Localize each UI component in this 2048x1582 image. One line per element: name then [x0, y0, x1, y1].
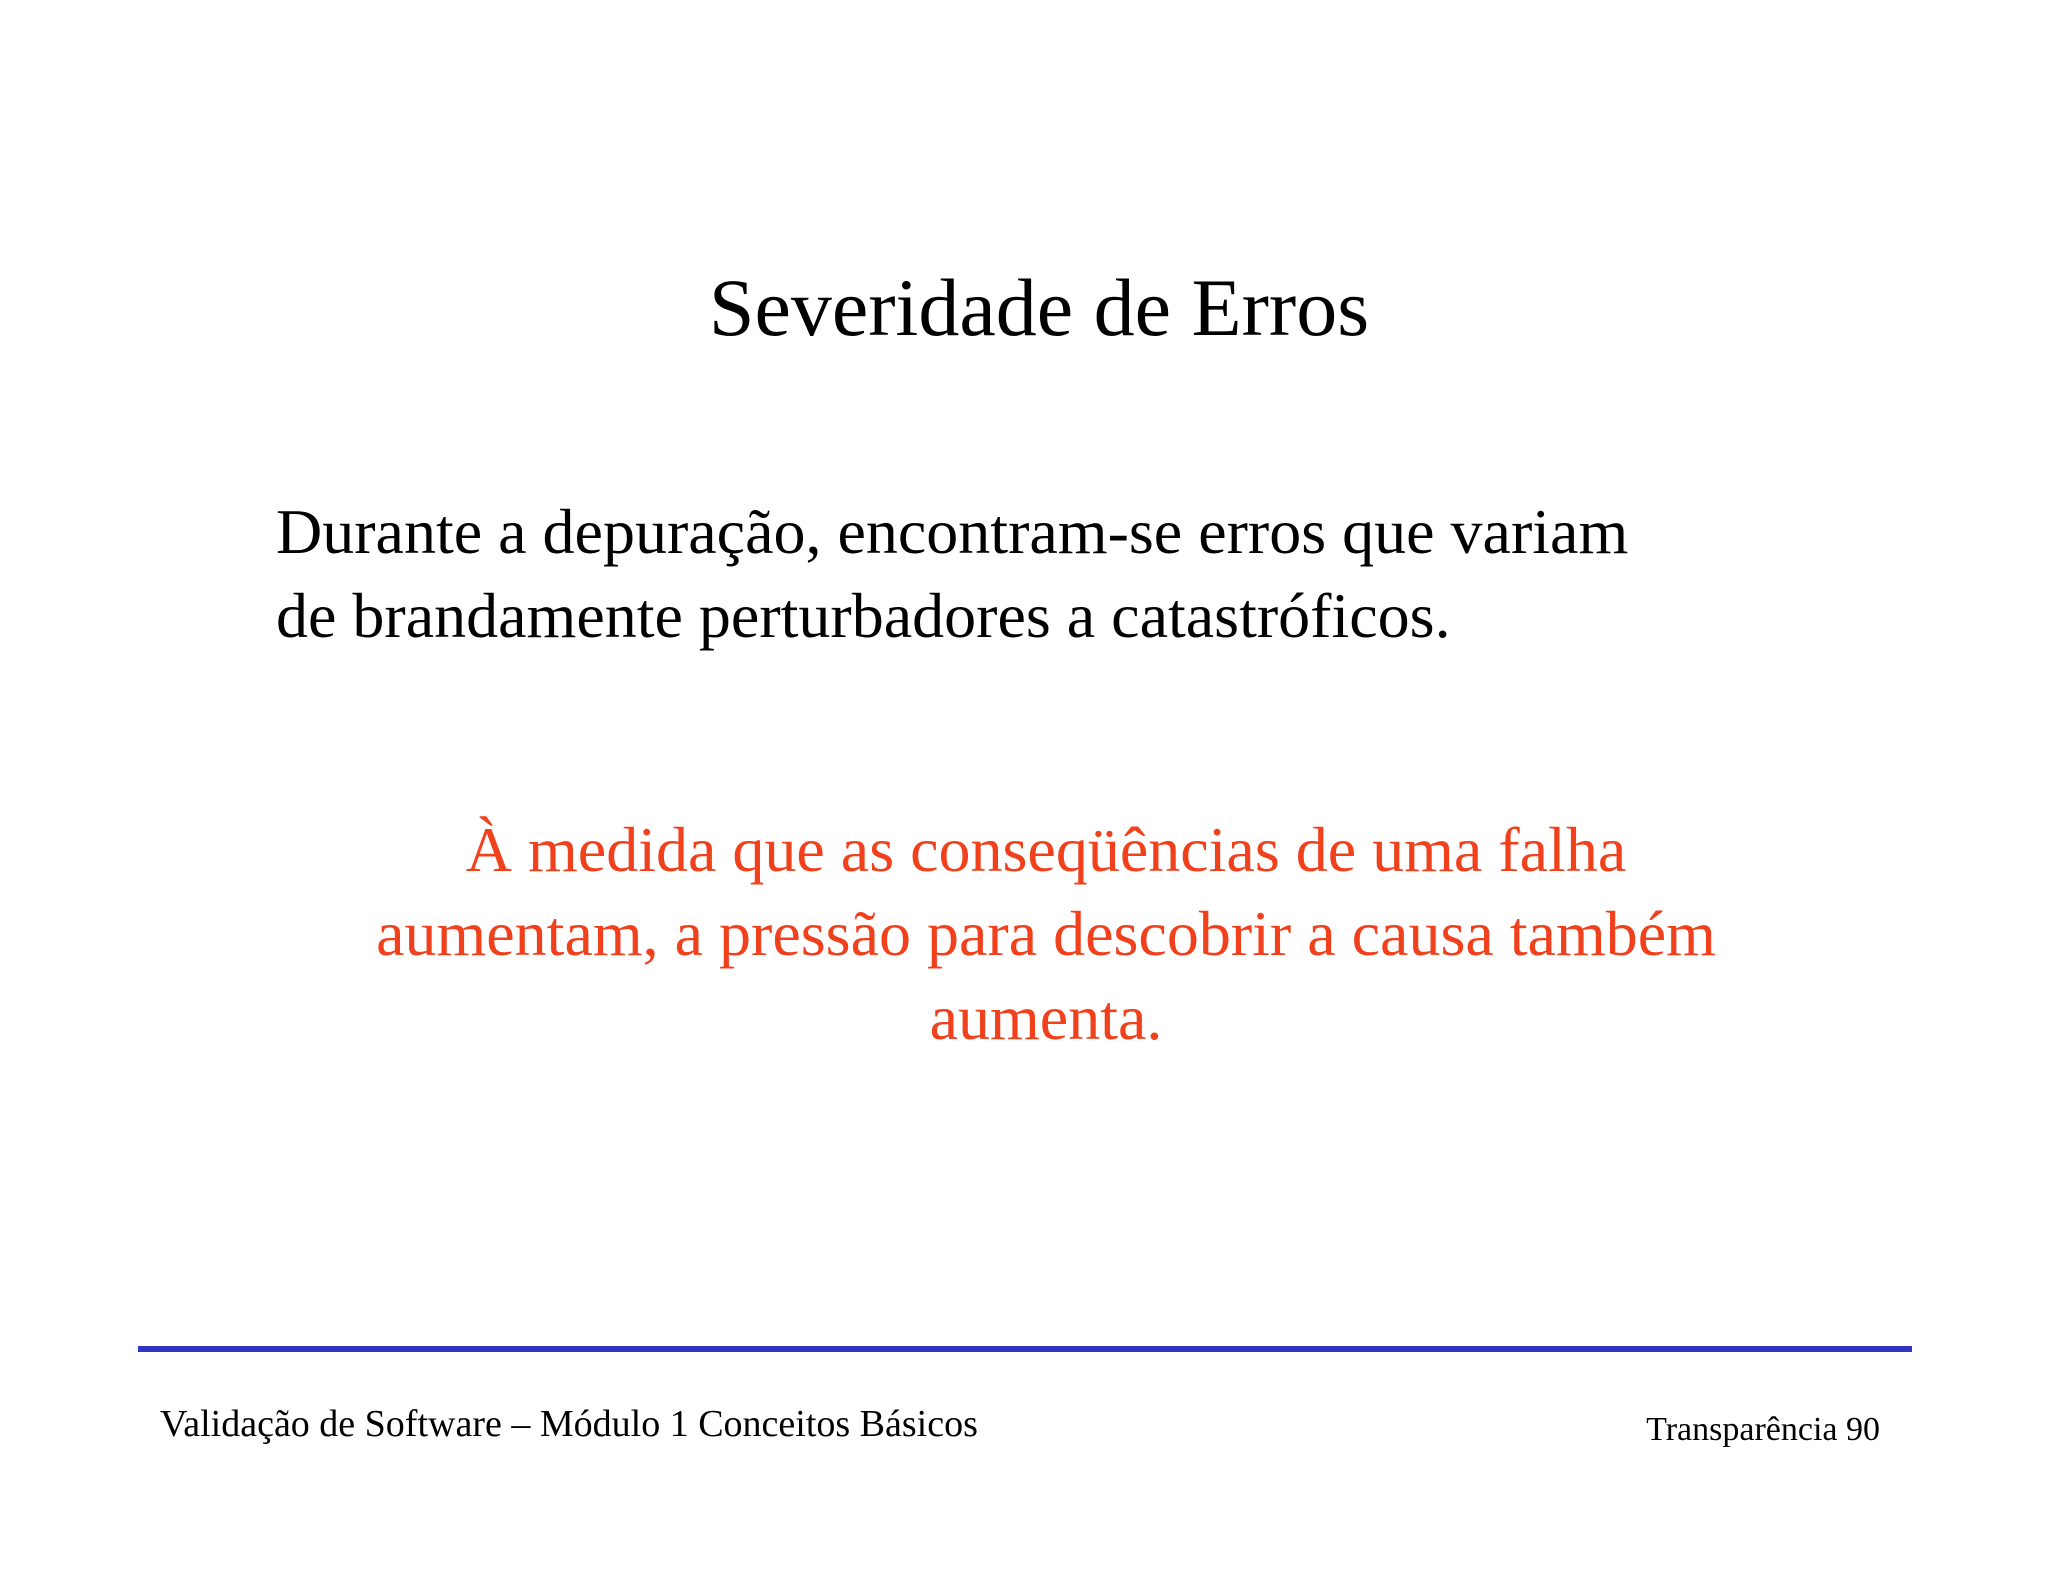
footer-divider: [138, 1346, 1912, 1352]
body-paragraph: [276, 490, 1836, 658]
footer-course-label: Validação de Software – Módulo 1 Conceitos Básicos: [160, 1403, 978, 1445]
body-line: Durante a depuração, encontram-se erros que variam: [276, 496, 1629, 567]
highlight-line: À medida que as conseqüências de uma falha: [465, 814, 1627, 885]
footer-slide-number: Transparência 90: [1646, 1411, 1880, 1448]
highlight-line: aumenta.: [929, 982, 1163, 1053]
slide-title: Severidade de Erros: [708, 262, 1370, 353]
body-line: de brandamente perturbadores a catastróficos.: [276, 580, 1451, 651]
highlight-paragraph: [236, 808, 1856, 1060]
highlight-line: aumentam, a pressão para descobrir a causa também: [376, 898, 1716, 969]
